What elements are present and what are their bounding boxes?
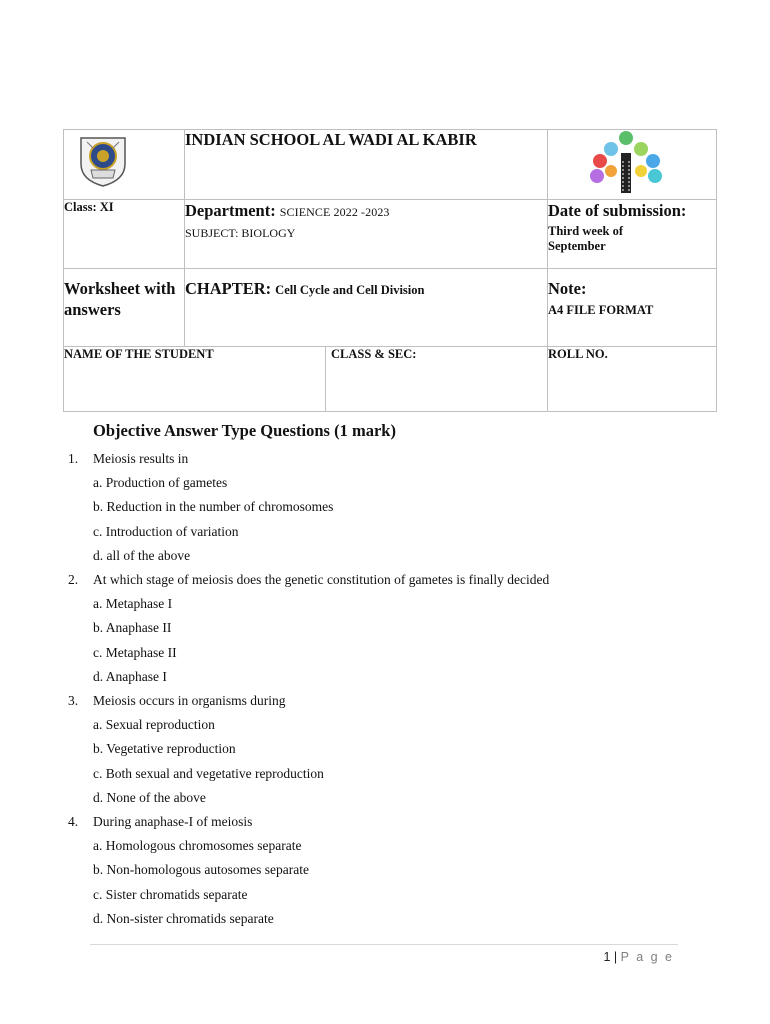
date-label: Date of submission:: [548, 201, 687, 220]
chapter-cell: [185, 269, 548, 347]
roll-no-label: ROLL NO.: [548, 347, 717, 412]
option-item: a. Metaphase I: [93, 596, 173, 612]
worksheet-label: Worksheet with answers: [64, 269, 185, 347]
note-label: Note:: [548, 279, 587, 298]
question-text: Meiosis occurs in organisms during: [93, 693, 286, 709]
option-item: a. Homologous chromosomes separate: [93, 838, 302, 854]
page-word: P a g e: [620, 950, 674, 964]
option-item: a. Sexual reproduction: [93, 717, 215, 733]
option-item: d. all of the above: [93, 547, 191, 563]
page-separator: |: [613, 950, 618, 964]
department-value: SCIENCE 2022 -2023: [279, 205, 390, 219]
option-item: d. Anaphase I: [93, 668, 167, 684]
option-item: d. None of the above: [93, 789, 206, 805]
option-item: b. Anaphase II: [93, 620, 172, 636]
option-list: [68, 471, 708, 568]
date-cell: [548, 200, 717, 269]
option-list: [68, 713, 708, 810]
question-item: [68, 447, 708, 568]
option-item: b. Reduction in the number of chromosomes: [93, 499, 334, 515]
option-list: [68, 592, 708, 689]
option-list: [68, 834, 708, 931]
school-name: INDIAN SCHOOL AL WADI AL KABIR: [185, 130, 548, 200]
option-item: d. Non-sister chromatids separate: [93, 910, 274, 926]
school-crest-icon: [77, 134, 184, 193]
question-number: 1.: [68, 451, 79, 466]
question-text: At which stage of meiosis does the genetic constitution of gametes is finally decided: [93, 572, 550, 588]
footer-divider: [90, 944, 678, 945]
class-sec-label: CLASS & SEC:: [326, 347, 548, 412]
question-number: 3.: [68, 693, 79, 709]
date-value: Third week of September: [548, 224, 623, 253]
knowledge-tree-icon: [587, 131, 667, 199]
subject-text: SUBJECT: BIOLOGY: [185, 226, 296, 240]
question-item: [68, 689, 708, 810]
note-value: A4 FILE FORMAT: [548, 303, 654, 317]
question-item: [68, 810, 708, 931]
chapter-label: CHAPTER:: [185, 279, 272, 298]
question-number: 2.: [68, 572, 79, 588]
question-number: 4.: [68, 814, 79, 830]
option-item: c. Sister chromatids separate: [93, 886, 248, 902]
question-text: Meiosis results in: [93, 451, 189, 466]
page-footer: [603, 950, 674, 964]
question-list: [68, 447, 708, 931]
question-item: [68, 568, 708, 689]
section-heading: Objective Answer Type Questions (1 mark): [93, 421, 396, 440]
header-table: [63, 129, 717, 412]
question-text: During anaphase-I of meiosis: [93, 814, 253, 830]
school-logo-cell: [64, 130, 185, 200]
class-label: Class: XI: [64, 200, 185, 269]
note-cell: [548, 269, 717, 347]
option-item: c. Metaphase II: [93, 644, 177, 660]
department-cell: [185, 200, 548, 269]
tree-logo-cell: [548, 130, 717, 200]
option-item: b. Non-homologous autosomes separate: [93, 862, 309, 878]
student-name-label: NAME OF THE STUDENT: [64, 347, 326, 412]
department-label: Department:: [185, 201, 276, 220]
option-item: c. Introduction of variation: [93, 523, 239, 539]
chapter-value: Cell Cycle and Cell Division: [275, 283, 425, 297]
option-item: a. Production of gametes: [93, 475, 228, 491]
page-number: 1: [603, 950, 611, 964]
option-item: c. Both sexual and vegetative reproduction: [93, 765, 324, 781]
option-item: b. Vegetative reproduction: [93, 741, 236, 757]
